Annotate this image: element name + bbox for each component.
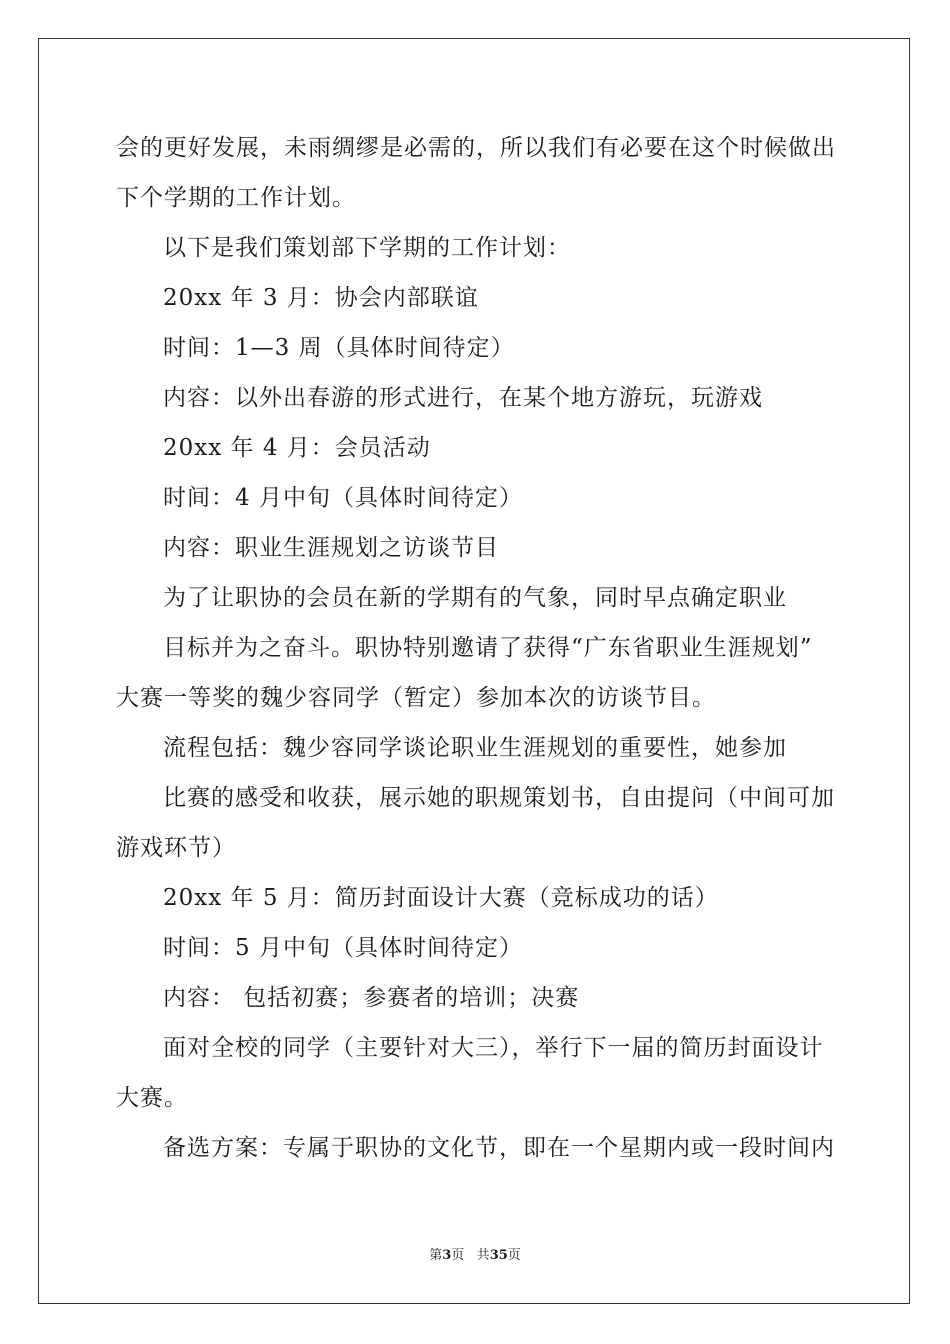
paragraph-line: 大赛一等奖的魏少容同学（暂定）参加本次的访谈节目。 [116, 685, 716, 711]
paragraph-line: 下个学期的工作计划。 [116, 185, 356, 211]
paragraph-line: 以下是我们策划部下学期的工作计划： [163, 235, 571, 261]
paragraph-line: 内容：以外出春游的形式进行，在某个地方游玩，玩游戏 [163, 385, 763, 411]
total-pages: 35 [489, 1248, 508, 1263]
page-footer [0, 1248, 950, 1264]
paragraph-line: 内容： 包括初赛；参赛者的培训；决赛 [163, 985, 580, 1011]
total-suffix: 页 [507, 1248, 521, 1263]
paragraph-line: 时间：5 月中旬（具体时间待定） [163, 935, 523, 961]
paragraph-line: 会的更好发展，未雨绸缪是必需的，所以我们有必要在这个时候做出 [116, 135, 836, 161]
paragraph-line: 备选方案：专属于职协的文化节，即在一个星期内或一段时间内 [163, 1135, 835, 1161]
page-suffix: 页 [451, 1248, 465, 1263]
paragraph-line: 内容：职业生涯规划之访谈节目 [163, 535, 499, 561]
page-number: 3 [442, 1248, 452, 1263]
paragraph-line: 大赛。 [116, 1085, 188, 1111]
paragraph-line: 目标并为之奋斗。职协特别邀请了获得“广东省职业生涯规划” [163, 635, 813, 661]
paragraph-line: 20xx 年 4 月：会员活动 [163, 435, 431, 461]
paragraph-line: 流程包括：魏少容同学谈论职业生涯规划的重要性，她参加 [163, 735, 787, 761]
paragraph-line: 面对全校的同学（主要针对大三），举行下一届的简历封面设计 [163, 1035, 824, 1061]
paragraph-line: 比赛的感受和收获，展示她的职规策划书，自由提问（中间可加 [163, 785, 835, 811]
total-prefix: 共 [476, 1248, 490, 1263]
page-prefix: 第 [429, 1248, 443, 1263]
paragraph-line: 游戏环节） [116, 835, 236, 861]
paragraph-line: 20xx 年 3 月：协会内部联谊 [163, 285, 479, 311]
paragraph-line: 时间：1—3 周（具体时间待定） [163, 335, 515, 361]
paragraph-line: 20xx 年 5 月：简历封面设计大赛（竞标成功的话） [163, 885, 719, 911]
paragraph-line: 时间：4 月中旬（具体时间待定） [163, 485, 523, 511]
paragraph-line: 为了让职协的会员在新的学期有的气象，同时早点确定职业 [163, 585, 787, 611]
page-border [38, 38, 910, 1304]
